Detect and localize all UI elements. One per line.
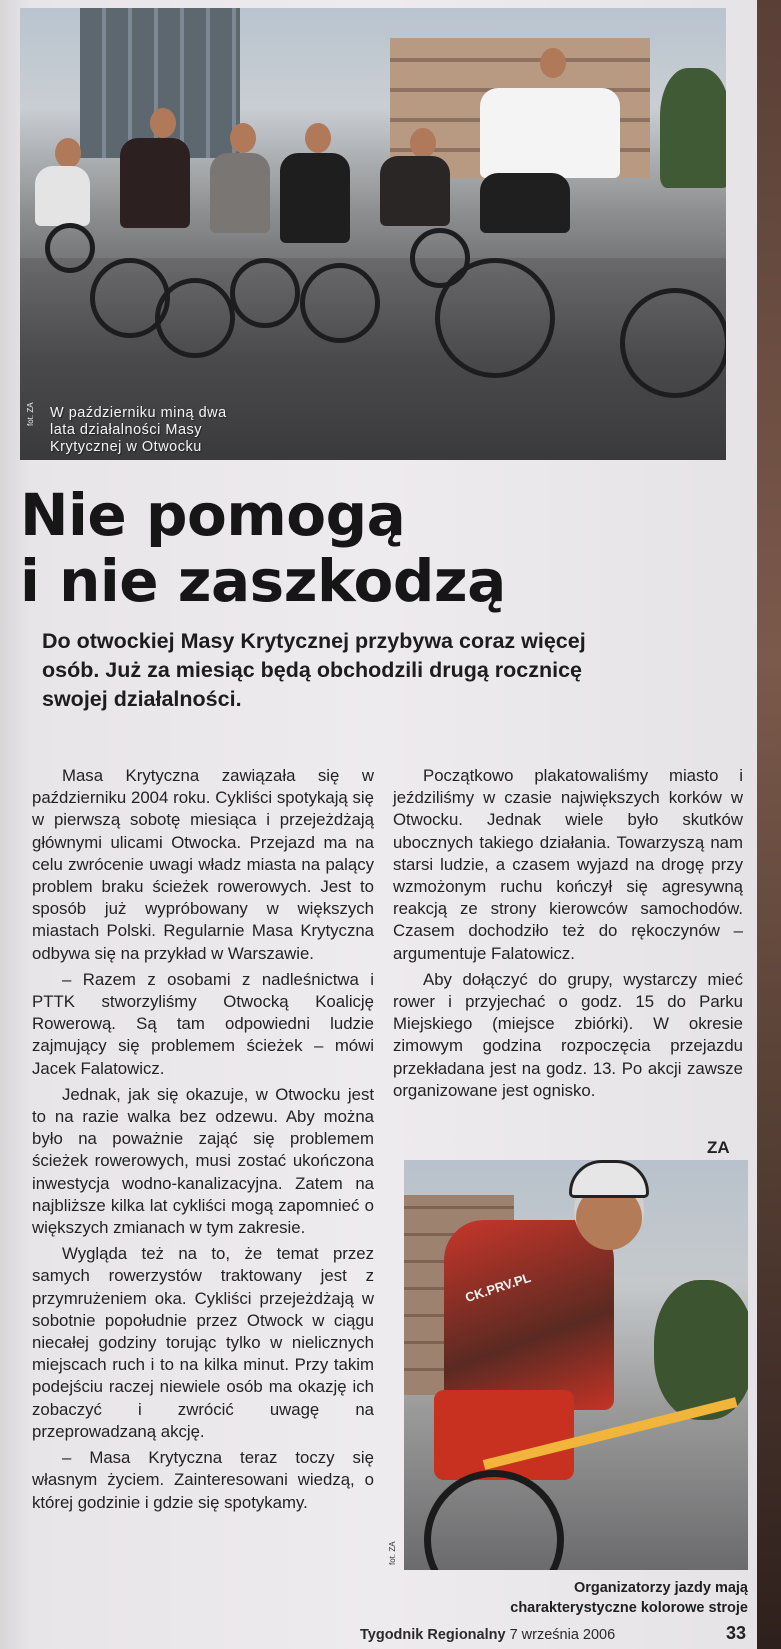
paragraph: – Razem z osobami z nadleśnictwa i PTTK stworzyliśmy Otwocką Koalicję Rowerową. Są tam odpowiedni ludzie zajmujący się problemem ścieżek – mówi Jacek Falatowicz. [32, 969, 374, 1078]
article-column-left [32, 765, 374, 1518]
publication-name: Tygodnik Regionalny [360, 1627, 506, 1643]
red-shorts [434, 1390, 574, 1480]
article-column-right [393, 765, 743, 1106]
headline-line: i nie zaszkodzą [20, 547, 506, 615]
organizer-cyclist-photo [404, 1160, 748, 1570]
cyclists-group-photo [20, 8, 726, 460]
paragraph: Jednak, jak się okazuje, w Otwocku jest to na razie walka bez odzewu. Aby można było na poważnie zająć się problemem ścieżek rowerowych, musi zostać ukończona inwestycja wodno-kanalizacyjna. Zatem na najbliższe kilka lat cykliści mogą zapomnieć o większych zmianach w tym zakresie. [32, 1084, 374, 1238]
photo-credit: fot. ZA [388, 1541, 397, 1565]
headline-line: Nie pomogą [20, 481, 406, 549]
page-number: 33 [726, 1623, 747, 1643]
photo-credit: fot. ZA [26, 402, 35, 426]
paragraph: Wygląda też na to, że temat przez samych rowerzystów traktowany jest z przymrużeniem oka. Cykliści przejeżdżają w sobotnie popołudnie przez Otwock w ciągu niecałej godziny torując tylko w nielicznych miejscach ruch i to na kilka minut. Przy takim podejściu raczej niewiele osób ma okazję ich zobaczyć i zwrócić uwagę na przeprowadzaną akcję. [32, 1244, 374, 1441]
lead-line: swojej działalności. [42, 687, 242, 711]
bicycle-wheel [424, 1470, 564, 1570]
photo-caption-line: W październiku miną dwa [50, 405, 227, 421]
red-jersey [444, 1220, 614, 1410]
article-headline [20, 482, 720, 614]
helmet [569, 1160, 649, 1198]
photo-caption-line: Krytycznej w Otwocku [50, 439, 202, 455]
paragraph: Aby dołączyć do grupy, wystarczy mieć rower i przyjechać o godz. 15 do Parku Miejskiego (miejsce zbiórki). W okresie zimowym godzina rozpoczęcia przejazdu przekładana jest na godz. 13. Po akcji zawsze organizowane jest ognisko. [393, 969, 743, 1100]
issue-date: 7 września 2006 [509, 1627, 616, 1643]
page-footer [360, 1627, 615, 1643]
tree [660, 68, 726, 188]
article-lead [42, 627, 722, 714]
paragraph: – Masa Krytyczna teraz toczy się własnym życiem. Zainteresowani wiedzą, o której godzinie i gdzie się spotykamy. [32, 1448, 374, 1512]
photo-caption-line: lata działalności Masy [50, 422, 203, 438]
background-edge [757, 0, 781, 1649]
paragraph: Masa Krytyczna zawiązała się w październiku 2004 roku. Cykliści spotykają się w pierwszą sobotę miesiąca i przejeżdżają głównymi ulicami Otwocka. Przejazd ma na celu zwrócenie uwagi władz miasta na palący problem braku ścieżek rowerowych. Jest to sposób już wypróbowany w większych miastach Polski. Regularnie Masa Krytyczna odbywa się na przykład w Warszawie. [32, 766, 374, 963]
photo-caption [50, 405, 227, 456]
photo-caption-line: charakterystyczne kolorowe stroje [510, 1600, 748, 1616]
photo-caption-line: Organizatorzy jazdy mają [573, 1580, 748, 1596]
author-signature: ZA [707, 1138, 730, 1157]
lead-line: osób. Już za miesiąc będą obchodzili drugą rocznicę [42, 658, 583, 682]
photo-caption [404, 1578, 748, 1618]
lead-line: Do otwockiej Masy Krytycznej przybywa coraz więcej [42, 629, 586, 653]
paragraph: Początkowo plakatowaliśmy miasto i jeździliśmy w czasie największych korków w Otwocku. Jednak wiele było skutków ubocznych takiego działania. Towarzyszą nam starsi ludzie, a czasem wyjazd na drogę przy wzmożonym ruchu kończył się agresywną reakcją ze strony kierowców samochodów. Czasem dochodziło też do rękoczynów – argumentuje Falatowicz. [393, 766, 743, 963]
jersey-text: CK.PRV.PL [463, 1269, 533, 1306]
